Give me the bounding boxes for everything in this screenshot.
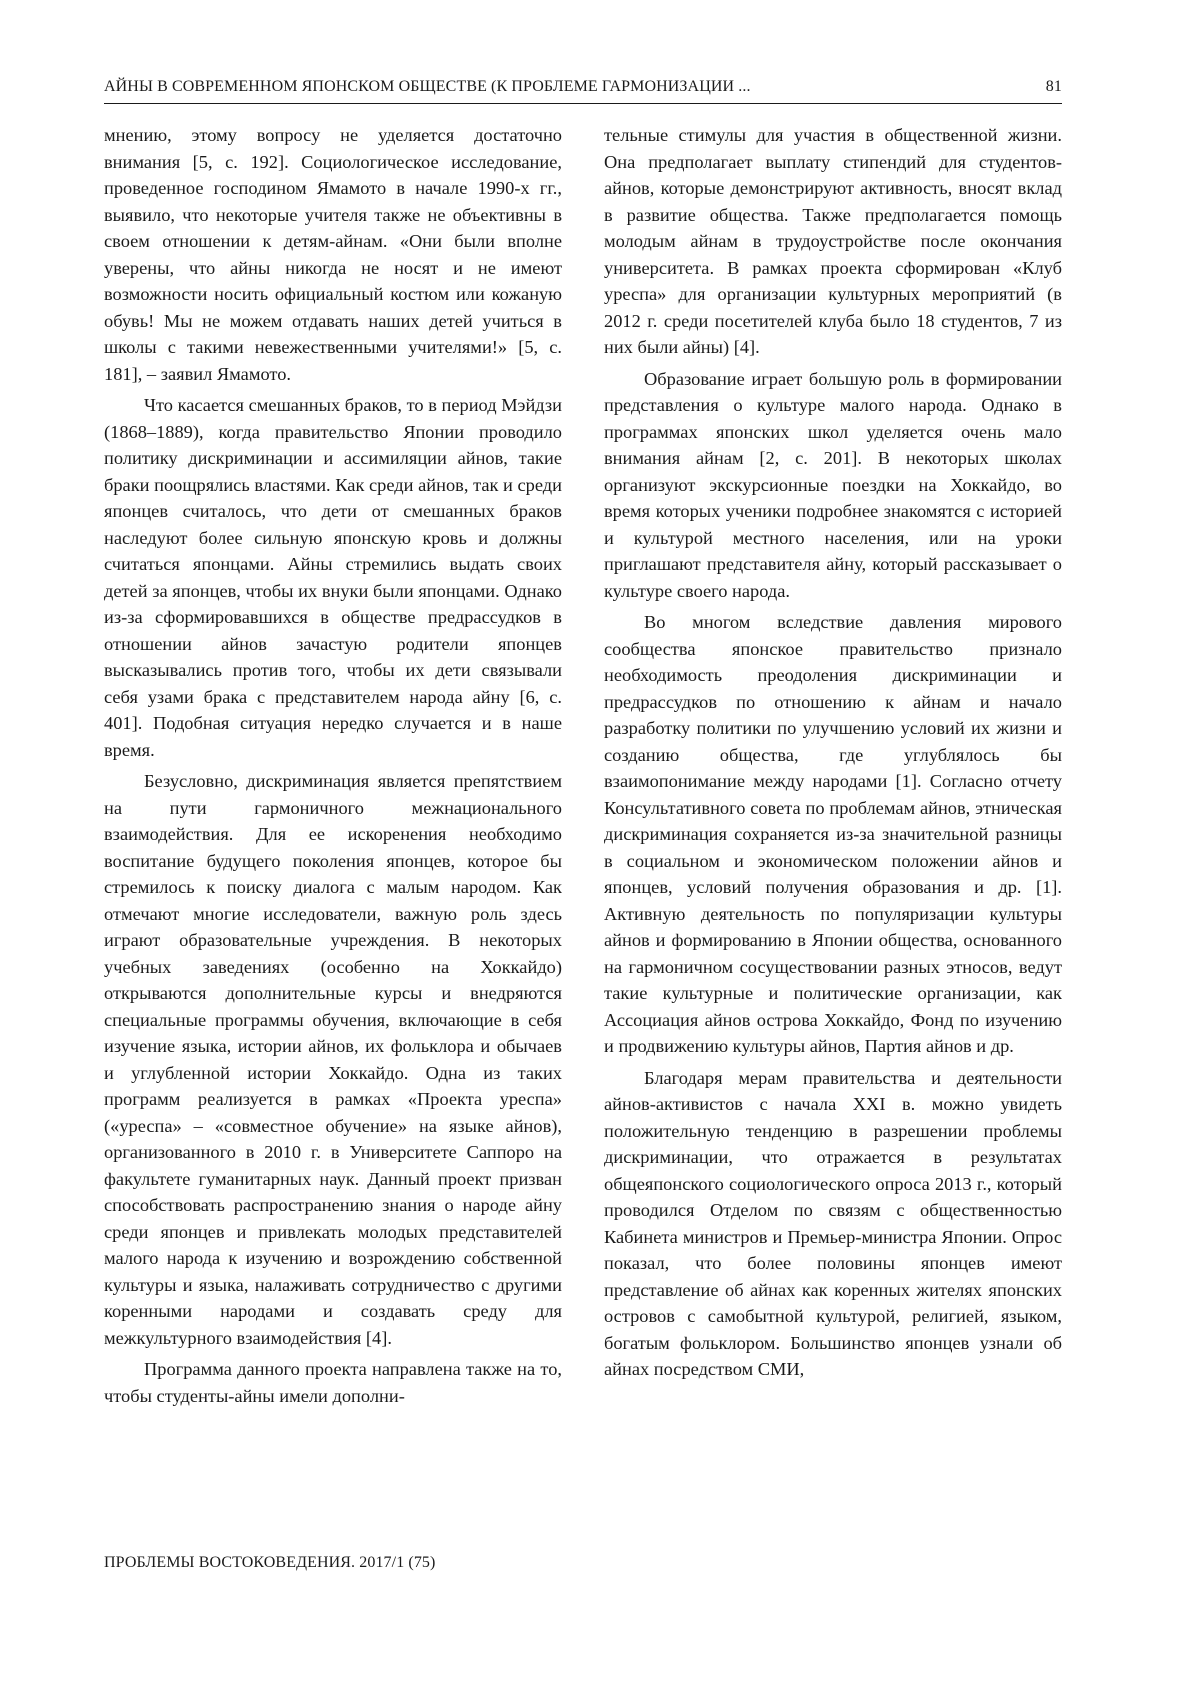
journal-footer: ПРОБЛЕМЫ ВОСТОКОВЕДЕНИЯ. 2017/1 (75): [104, 1554, 436, 1571]
paragraph: Во многом вследствие давления мирового сообщества японское правительство признало необходимость преодоления дискриминации и предрассудков по отношению к айнам и начало разработку политики по улучшению условий их жизни и созданию общества, где углублялось бы взаимопонимание между народами [1]. Согласно отчету Консультативного совета по проблемам айнов, этническая дискриминация сохраняется из-за значительной разницы в социальном и экономическом положении айнов и японцев, условий получения образования и др. [1]. Активную деятельность по популяризации культуры айнов и формированию в Японии общества, основанного на гармоничном сосуществовании разных этносов, ведут такие культурные и политические организации, как Ассоциация айнов острова Хоккайдо, Фонд по изучению и продвижению культуры айнов, Партия айнов и др.: [604, 612, 1062, 1056]
paragraph: мнению, этому вопросу не уделяется достаточно внимания [5, с. 192]. Социологическое исследование, проведенное господином Ямамото в начале 1990-х гг., выявило, что некоторые учителя также не объективны в своем отношении к детям-айнам. «Они были вполне уверены, что айны никогда не носят и не имеют возможности носить официальный костюм или кожаную обувь! Мы не можем отдавать наших детей учиться в школы с такими невежественными учителями!» [5, с. 181], – заявил Ямамото.: [104, 125, 562, 384]
running-head: [104, 78, 1062, 96]
paragraph: Программа данного проекта направлена также на то, чтобы студенты-айны имели дополни-: [104, 1359, 562, 1406]
running-title: АЙНЫ В СОВРЕМЕННОМ ЯПОНСКОМ ОБЩЕСТВЕ (К ПРОБЛЕМЕ ГАРМОНИЗАЦИИ ...: [104, 78, 751, 95]
right-column: [604, 122, 1062, 1414]
page-number: 81: [1045, 78, 1062, 95]
paragraph: тельные стимулы для участия в общественной жизни. Она предполагает выплату стипендий для студентов-айнов, которые демонстрируют активность, вносят вклад в развитие общества. Также предполагается помощь молодым айнам в трудоустройстве после окончания университета. В рамках проекта сформирован «Клуб уреспа» для организации культурных мероприятий (в 2012 г. среди посетителей клуба было 18 студентов, 7 из них были айны) [4].: [604, 125, 1062, 357]
paragraph: Что касается смешанных браков, то в период Мэйдзи (1868–1889), когда правительство Японии проводило политику дискриминации и ассимиляции айнов, такие браки поощрялись властями. Как среди айнов, так и среди японцев считалось, что дети от смешанных браков наследуют более сильную японскую кровь и должны считаться японцами. Айны стремились выдать своих детей за японцев, чтобы их внуки были японцами. Однако из-за сформировавшихся в обществе предрассудков в отношении айнов зачастую родители японцев высказывались против того, чтобы их дети связывали себя узами брака с представителем народа айну [6, с. 401]. Подобная ситуация нередко случается и в наше время.: [104, 395, 562, 760]
paragraph: Безусловно, дискриминация является препятствием на пути гармоничного межнационального взаимодействия. Для ее искоренения необходимо воспитание будущего поколения японцев, которое бы стремилось к поиску диалога с малым народом. Как отмечают многие исследователи, важную роль здесь играют образовательные учреждения. В некоторых учебных заведениях (особенно на Хоккайдо) открываются дополнительные курсы и внедряются специальные программы обучения, включающие в себя изучение языка, истории айнов, их фольклора и обычаев и углубленной истории Хоккайдо. Одна из таких программ реализуется в рамках «Проекта уреспа» («уреспа» – «совместное обучение» на языке айнов), организованного в 2010 г. в Университете Саппоро на факультете гуманитарных наук. Данный проект призван способствовать распространению знания о народе айну среди японцев и привлекать молодых представителей малого народа к изучению и возрождению собственной культуры и языка, налаживать сотрудничество с другими коренными народами и создавать среду для межкультурного взаимодействия [4].: [104, 771, 562, 1348]
body-columns: [104, 122, 1062, 1414]
paragraph: Благодаря мерам правительства и деятельности айнов-активистов с начала XXI в. можно увидеть положительную тенденцию в разрешении проблемы дискриминации, что отражается в результатах общеяпонского социологического опроса 2013 г., который проводился Отделом по связям с общественностью Кабинета министров и Премьер-министра Японии. Опрос показал, что более половины японцев имеют представление об айнах как коренных жителях японских островов с самобытной культурой, религией, языком, богатым фольклором. Большинство японцев узнали об айнах посредством СМИ,: [604, 1067, 1062, 1379]
left-column: [104, 122, 562, 1414]
header-rule: [104, 103, 1062, 104]
paragraph: Образование играет большую роль в формировании представления о культуре малого народа. Однако в программах японских школ уделяется очень мало внимания айнам [2, с. 201]. В некоторых школах организуют экскурсионные поездки на Хоккайдо, во время которых ученики подробнее знакомятся с историей и культурой местного населения, или на уроки приглашают представителя айну, который рассказывает о культуре своего народа.: [604, 368, 1062, 601]
